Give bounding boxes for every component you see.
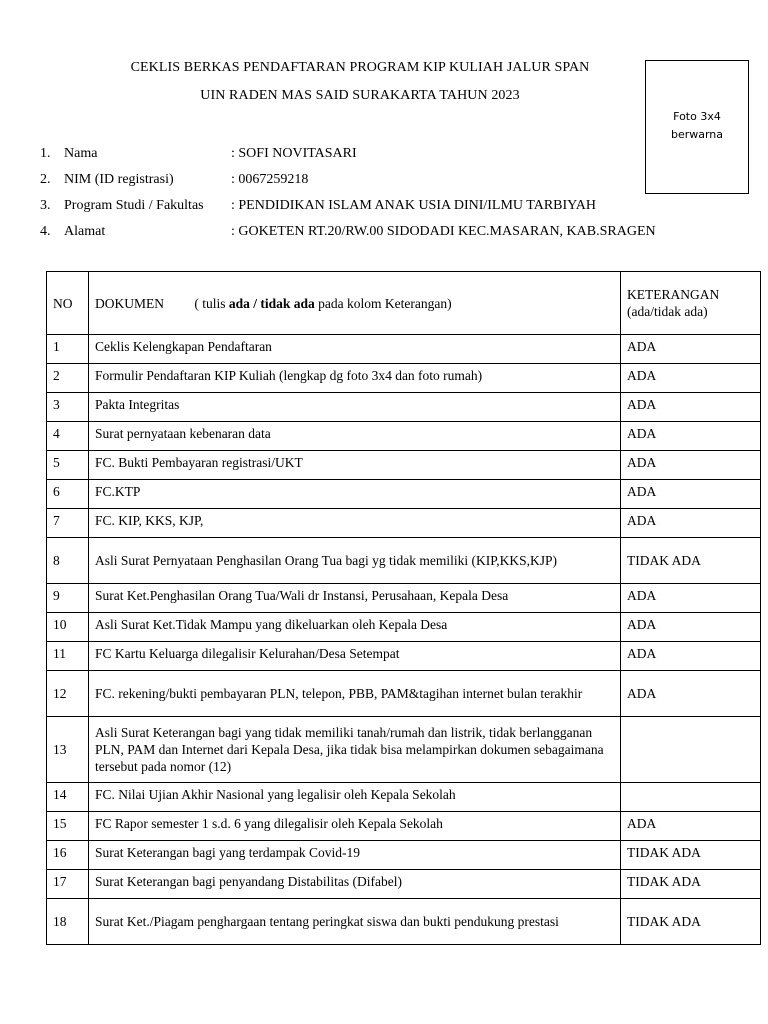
header-note-post: pada kolom Keterangan) bbox=[314, 295, 452, 311]
applicant-num: 3. bbox=[40, 198, 51, 213]
row-number: 15 bbox=[47, 812, 89, 841]
row-number: 5 bbox=[47, 451, 89, 480]
header-no: NO bbox=[47, 272, 89, 335]
table-row bbox=[47, 422, 761, 451]
photo-label-line-1: Foto 3x4 bbox=[673, 110, 721, 123]
row-number: 7 bbox=[47, 509, 89, 538]
photo-label-line-2: berwarna bbox=[670, 128, 724, 141]
row-document: Asli Surat Pernyataan Penghasilan Orang Tua bagi yg tidak memiliki (KIP,KKS,KJP) bbox=[89, 538, 621, 584]
table-row bbox=[47, 335, 761, 364]
header-keterangan bbox=[621, 272, 761, 335]
table-row bbox=[47, 899, 761, 945]
applicant-label: Program Studi / Fakultas bbox=[64, 198, 204, 213]
applicant-num: 1. bbox=[40, 146, 51, 161]
row-number: 11 bbox=[47, 642, 89, 671]
row-keterangan bbox=[621, 717, 761, 783]
table-row bbox=[47, 717, 761, 783]
row-number: 2 bbox=[47, 364, 89, 393]
row-keterangan: TIDAK ADA bbox=[621, 870, 761, 899]
row-document: FC. KIP, KKS, KJP, bbox=[89, 509, 621, 538]
header-dokumen bbox=[89, 272, 621, 335]
table-row bbox=[47, 841, 761, 870]
row-document: FC. Nilai Ujian Akhir Nasional yang legalisir oleh Kepala Sekolah bbox=[89, 783, 621, 812]
row-number: 4 bbox=[47, 422, 89, 451]
row-number: 16 bbox=[47, 841, 89, 870]
header-note-bold: ada / tidak ada bbox=[228, 295, 315, 311]
row-keterangan: TIDAK ADA bbox=[621, 899, 761, 945]
row-document: Surat Ket./Piagam penghargaan tentang peringkat siswa dan bukti pendukung prestasi bbox=[89, 899, 621, 945]
row-number: 17 bbox=[47, 870, 89, 899]
row-keterangan: TIDAK ADA bbox=[621, 538, 761, 584]
row-document: Formulir Pendaftaran KIP Kuliah (lengkap dg foto 3x4 dan foto rumah) bbox=[89, 364, 621, 393]
row-number: 9 bbox=[47, 584, 89, 613]
applicant-num: 4. bbox=[40, 224, 51, 239]
table-row bbox=[47, 671, 761, 717]
row-number: 8 bbox=[47, 538, 89, 584]
table-row bbox=[47, 451, 761, 480]
applicant-value: : SOFI NOVITASARI bbox=[231, 146, 357, 161]
row-keterangan: ADA bbox=[621, 812, 761, 841]
row-keterangan: ADA bbox=[621, 480, 761, 509]
row-keterangan: ADA bbox=[621, 364, 761, 393]
table-row bbox=[47, 642, 761, 671]
row-document: FC Rapor semester 1 s.d. 6 yang dilegalisir oleh Kepala Sekolah bbox=[89, 812, 621, 841]
row-document: Surat Keterangan bagi yang terdampak Covid-19 bbox=[89, 841, 621, 870]
row-keterangan: ADA bbox=[621, 451, 761, 480]
table-row bbox=[47, 364, 761, 393]
table-row bbox=[47, 480, 761, 509]
row-document: Pakta Integritas bbox=[89, 393, 621, 422]
applicant-label: Alamat bbox=[64, 224, 106, 239]
table-row bbox=[47, 509, 761, 538]
row-keterangan: TIDAK ADA bbox=[621, 841, 761, 870]
header-keterangan-sub: (ada/tidak ada) bbox=[627, 304, 708, 319]
row-keterangan: ADA bbox=[621, 584, 761, 613]
row-keterangan: ADA bbox=[621, 509, 761, 538]
row-number: 14 bbox=[47, 783, 89, 812]
form-title-line-1: CEKLIS BERKAS PENDAFTARAN PROGRAM KIP KULIAH JALUR SPAN bbox=[130, 60, 590, 75]
checklist-table bbox=[46, 271, 761, 945]
row-keterangan: ADA bbox=[621, 393, 761, 422]
row-document: Asli Surat Keterangan bagi yang tidak memiliki tanah/rumah dan listrik, tidak berlangganan PLN, PAM dan Internet dari Kepala Desa, jika tidak bisa melampirkan dokumen sebagaimana tersebut pada nomor (12) bbox=[89, 717, 621, 783]
row-keterangan: ADA bbox=[621, 613, 761, 642]
table-row bbox=[47, 584, 761, 613]
row-document: Surat Ket.Penghasilan Orang Tua/Wali dr Instansi, Perusahaan, Kepala Desa bbox=[89, 584, 621, 613]
photo-placeholder-box bbox=[645, 60, 749, 194]
row-keterangan: ADA bbox=[621, 335, 761, 364]
applicant-value: : 0067259218 bbox=[231, 172, 309, 187]
header-note-pre: ( tulis bbox=[194, 295, 229, 311]
table-row bbox=[47, 870, 761, 899]
applicant-value: : PENDIDIKAN ISLAM ANAK USIA DINI/ILMU TARBIYAH bbox=[231, 198, 596, 213]
row-document: Asli Surat Ket.Tidak Mampu yang dikeluarkan oleh Kepala Desa bbox=[89, 613, 621, 642]
row-number: 10 bbox=[47, 613, 89, 642]
header-dokumen-label: DOKUMEN bbox=[95, 295, 164, 311]
row-keterangan bbox=[621, 783, 761, 812]
form-title-line-2: UIN RADEN MAS SAID SURAKARTA TAHUN 2023 bbox=[200, 88, 520, 103]
applicant-label: Nama bbox=[64, 146, 98, 161]
row-number: 1 bbox=[47, 335, 89, 364]
row-document: FC.KTP bbox=[89, 480, 621, 509]
row-document: FC Kartu Keluarga dilegalisir Kelurahan/Desa Setempat bbox=[89, 642, 621, 671]
table-header-row bbox=[47, 272, 761, 335]
row-number: 6 bbox=[47, 480, 89, 509]
row-document: Ceklis Kelengkapan Pendaftaran bbox=[89, 335, 621, 364]
row-document: FC. rekening/bukti pembayaran PLN, telepon, PBB, PAM&tagihan internet bulan terakhir bbox=[89, 671, 621, 717]
table-row bbox=[47, 613, 761, 642]
row-document: Surat Keterangan bagi penyandang Distabilitas (Difabel) bbox=[89, 870, 621, 899]
row-number: 13 bbox=[47, 717, 89, 783]
row-number: 3 bbox=[47, 393, 89, 422]
row-keterangan: ADA bbox=[621, 671, 761, 717]
applicant-value: : GOKETEN RT.20/RW.00 SIDODADI KEC.MASARAN, KAB.SRAGEN bbox=[231, 224, 656, 239]
row-document: Surat pernyataan kebenaran data bbox=[89, 422, 621, 451]
row-number: 18 bbox=[47, 899, 89, 945]
applicant-num: 2. bbox=[40, 172, 51, 187]
table-row bbox=[47, 783, 761, 812]
table-row bbox=[47, 393, 761, 422]
table-row bbox=[47, 538, 761, 584]
applicant-label: NIM (ID registrasi) bbox=[64, 172, 174, 187]
row-keterangan: ADA bbox=[621, 642, 761, 671]
row-number: 12 bbox=[47, 671, 89, 717]
header-keterangan-label: KETERANGAN bbox=[627, 287, 720, 302]
row-keterangan: ADA bbox=[621, 422, 761, 451]
row-document: FC. Bukti Pembayaran registrasi/UKT bbox=[89, 451, 621, 480]
table-row bbox=[47, 812, 761, 841]
